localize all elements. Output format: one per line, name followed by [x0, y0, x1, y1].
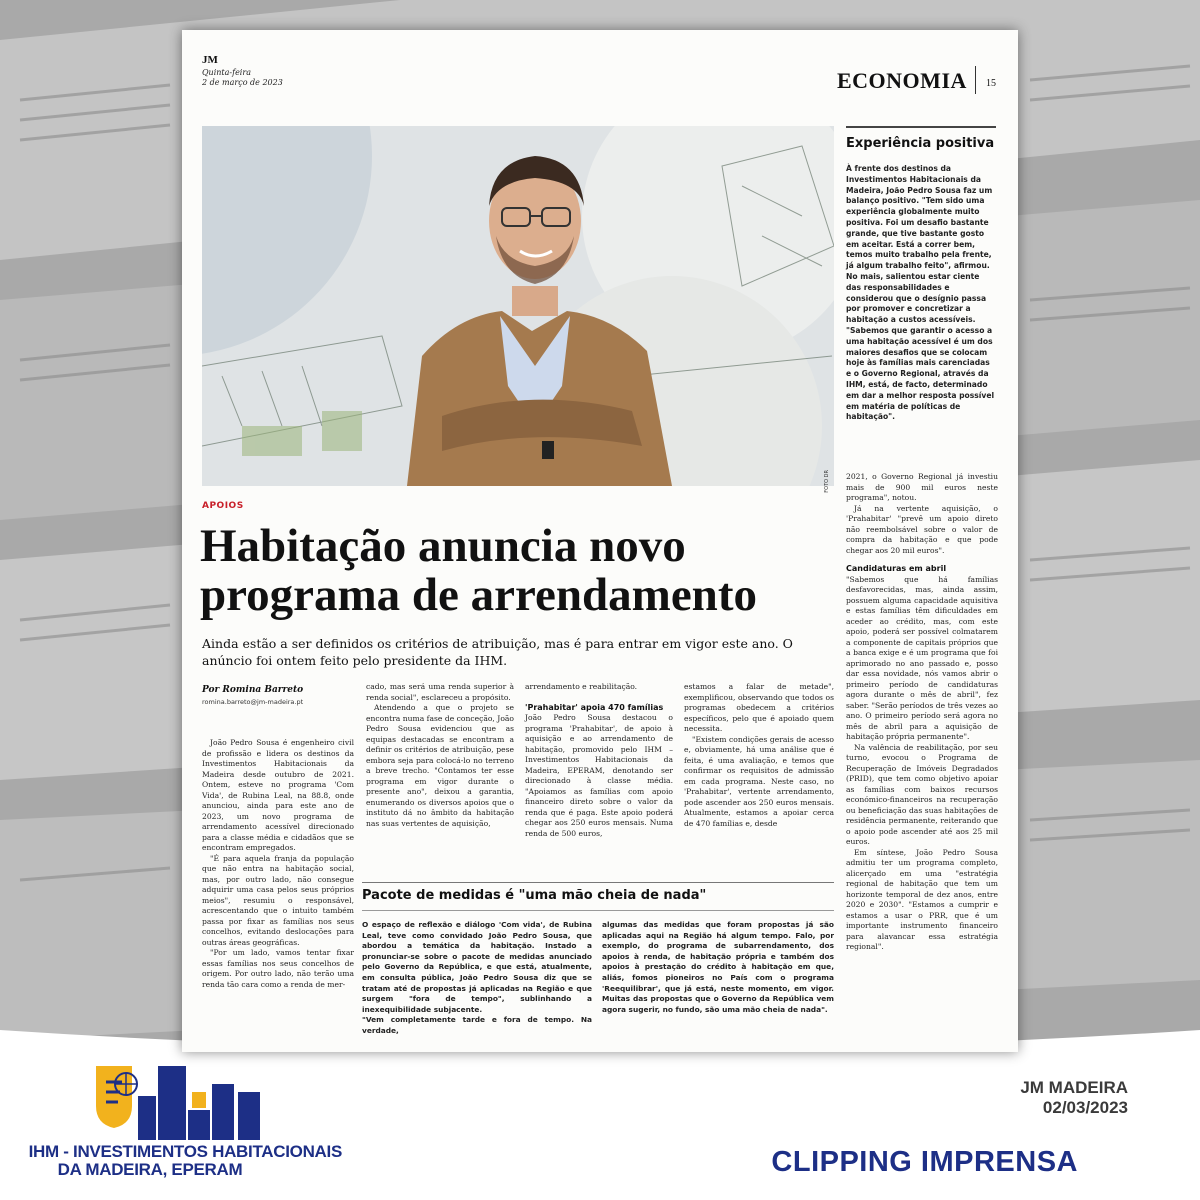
portrait-photo	[202, 126, 834, 486]
paragraph: arrendamento e reabilitação.	[525, 682, 638, 691]
sidebar-rule	[846, 126, 996, 128]
article-column-4	[684, 682, 834, 829]
subheading: 'Prahabitar' apoia 470 famílias	[525, 702, 664, 712]
paragraph: "Por um lado, vamos tentar fixar essas famílias nos seus concelhos de origem. Por outro lado, não terão uma renda tão cara como a renda de mer-	[202, 948, 354, 989]
clipping-source	[900, 1078, 1128, 1118]
section-title: ECONOMIA	[837, 68, 967, 93]
author-email: romina.barreto@jm-madeira.pt	[202, 698, 304, 706]
organization-name-line-2: DA MADEIRA, EPERAM	[57, 1160, 243, 1179]
paragraph: João Pedro Sousa é engenheiro civil de profissão e lidera os destinos da Investimentos Habitacionais da Madeira desde outubro de 2021. Ontem, esteve no programa 'Com Vida', de Rubina Leal, na 88.8, onde anunciou, ainda para este ano de 2023, um novo programa de arrendamento acessível direcionado para a classe média e cidadãos que se encontram empregados.	[202, 738, 354, 852]
paragraph: "Existem condições gerais de acesso e, obviamente, há uma análise que é feita, é uma avaliação, e temos que confirmar os requisitos de admissão em cada programa. Neste caso, no 'Prahabitar', vertente arrendamento, pode ascender aos 250 euros mensais. Atualmente, estamos a apoiar cerca de 470 famílias e, desde	[684, 734, 834, 828]
paragraph: À frente dos destinos da Investimentos Habitacionais da Madeira, João Pedro Sousa faz um balanço positivo. "Tem sido uma experiência globalmente muito positiva. Foi um desafio bastante grande, que tive bastante gosto em aceitar. Está a correr bem, temos muito trabalho pela frente, já algum trabalho feito", afirmou. No mais, salientou estar ciente das responsabilidades e considerou que o desígnio passa por promover e concretizar a habitação a custos acessíveis. "Sabemos que garantir o acesso a uma habitação acessível é um dos maiores desafios que se colocam hoje às famílias mais carenciadas e o Governo Regional, através da IHM, está, de facto, determinado em dar a melhor resposta possível em matéria de políticas de habitação".	[846, 164, 995, 422]
box-column-left	[362, 920, 592, 1037]
photo-credit: FOTO DR	[824, 470, 830, 493]
box-title-rule	[362, 910, 834, 911]
article-column-1	[202, 738, 354, 990]
issue-date: 2 de março de 2023	[202, 78, 283, 87]
source-name: JM MADEIRA	[1020, 1078, 1128, 1097]
article-column-2	[366, 682, 514, 829]
article-column-5	[846, 472, 998, 953]
sidebar-text	[846, 164, 996, 423]
page-number: 15	[986, 78, 996, 89]
paragraph: cado, mas será uma renda superior à renda social", esclareceu a propósito.	[366, 682, 514, 702]
organization-name-line-1: IHM - INVESTIMENTOS HABITACIONAIS	[28, 1142, 342, 1161]
paragraph: O espaço de reflexão e diálogo 'Com vida', de Rubina Leal, teve como convidado João Pedro Sousa, que abordou a temática da habitação. Instado a pronunciar-se sobre o pacote de medidas anunciado pelo Governo da República, e que está, atualmente, em consulta pública, João Pedro Sousa diz que se tratam até de propostas já aplicadas na Região e que surgem "fora de tempo", sublinhando a inexequibilidade subjacente.	[362, 920, 592, 1014]
box-top-rule	[362, 882, 834, 883]
paragraph: 2021, o Governo Regional já investiu mais de 900 mil euros neste programa", notou.	[846, 472, 998, 502]
paragraph: Na valência de reabilitação, por seu turno, evocou o Programa de Recuperação de Imóveis Degradados (PRID), que tem como objetivo apoiar as famílias com baixos recursos económico-financeiros na recuperação ou beneficiação das suas habitações de residência permanente, reiterando que o apoio pode ascender até aos 25 mil euros.	[846, 742, 998, 846]
byline: Por Romina Barreto	[202, 685, 304, 695]
paragraph: "Vem completamente tarde e fora de tempo. Na verdade,	[362, 1015, 592, 1035]
paragraph: estamos a falar de metade", exemplificou, observando que todos os programas obedecem a critérios específicos, pelo que é apoiado quem necessita.	[684, 682, 834, 733]
masthead: JM	[202, 54, 218, 66]
paragraph: algumas das medidas que foram propostas já são aplicadas aqui na Região há algum tempo. Falo, por exemplo, do programa de subarrendamento, dos apoios à renda, de habitação própria e também dos apoios à prestação do crédito à habitação em que, aliás, fomos pioneiros no País com o programa 'Reequilibrar', que já está, neste momento, em vigor. Muitas das propostas que o Governo da República vem agora sugerir, no fundo, são uma mão cheia de nada".	[602, 920, 834, 1014]
paragraph: Em síntese, João Pedro Sousa admitiu ter um programa completo, alicerçado em uma "estratégia regional de habitação que tem um horizonte temporal de dez anos, entre 2020 e 2030". "Estamos a cumprir e estamos a usar o PRR, que é um importante instrumento financeiro para alavancar essa estratégia regional".	[846, 847, 998, 951]
paragraph: Atendendo a que o projeto se encontra numa fase de conceção, João Pedro Sousa evidenciou que as equipas destacadas se encontram a definir os critérios de atribuição, pese embora seja para colocá-lo no terreno a breve trecho. "Contamos ter esse programa em vigor durante o presente ano", deixou a garantia, enumerando os diversos apoios que o instituto dá no âmbito da habitação nas suas vertentes de aquisição,	[366, 703, 514, 828]
weekday: Quinta-feira	[202, 68, 251, 77]
section-divider	[975, 66, 976, 94]
ihm-logo	[92, 1062, 280, 1144]
article-column-3	[525, 682, 673, 839]
box-column-right	[602, 920, 834, 1015]
sidebar-heading: Experiência positiva	[846, 136, 995, 151]
clipping-label: CLIPPING IMPRENSA	[771, 1146, 1078, 1178]
newspaper-page	[182, 30, 1018, 1052]
article-headline: Habitação anuncia novo programa de arrendamento	[200, 520, 757, 621]
paragraph: "É para aquela franja da população que não entra na habitação social, mas, por outro lado, não consegue adquirir uma casa pelos seus próprios meios", resumiu o responsável, acrescentando que o intuito também passa por fixar as famílias nos seus concelhos, evitando deslocações para outras áreas geográficas.	[202, 853, 354, 947]
paragraph: Já na vertente aquisição, o 'Prahabitar' "prevê um apoio direto não reembolsável sobre o valor de compra da habitação e que pode chegar aos 20 mil euros".	[846, 503, 998, 555]
paragraph: "Sabemos que há famílias desfavorecidas, mas, ainda assim, possuem alguma capacidade aquisitiva e estas famílias têm dificuldades em aceder ao crédito, mas, com este apoio, poderá ser possível colmatarem a componente de capitais próprios que a banca exige e é um programa que foi aprimorado no ano passado e, posso dar essa novidade, nós vamos abrir o primeiro período de candidaturas agora durante o mês de abril", fez saber. "Serão períodos de três vezes ao ano. O primeiro período será agora no mês de abril para a aquisição de habitação própria permanente".	[846, 574, 998, 741]
paragraph: João Pedro Sousa destacou o programa 'Prahabitar', de apoio à aquisição e ao arrendamento de habitação, promovido pelo IHM – Investimentos Habitacionais da Madeira, EPERAM, denotando ser direcionado à classe média. "Apoiamos as famílias com apoio financeiro direto sobre o valor da renda que é paga. Este apoio poderá chegar aos 250 euros mensais. Numa renda de 500 euros,	[525, 713, 673, 838]
subheading: Candidaturas em abril	[846, 564, 947, 573]
source-date: 02/03/2023	[1042, 1098, 1128, 1117]
box-title: Pacote de medidas é "uma mão cheia de nada"	[362, 888, 707, 903]
portrait-illustration	[202, 126, 834, 486]
article-kicker: APOIOS	[202, 501, 244, 511]
article-standfirst: Ainda estão a ser definidos os critérios de atribuição, mas é para entrar em vigor este ano. O anúncio foi ontem feito pelo presidente da IHM.	[202, 636, 793, 668]
